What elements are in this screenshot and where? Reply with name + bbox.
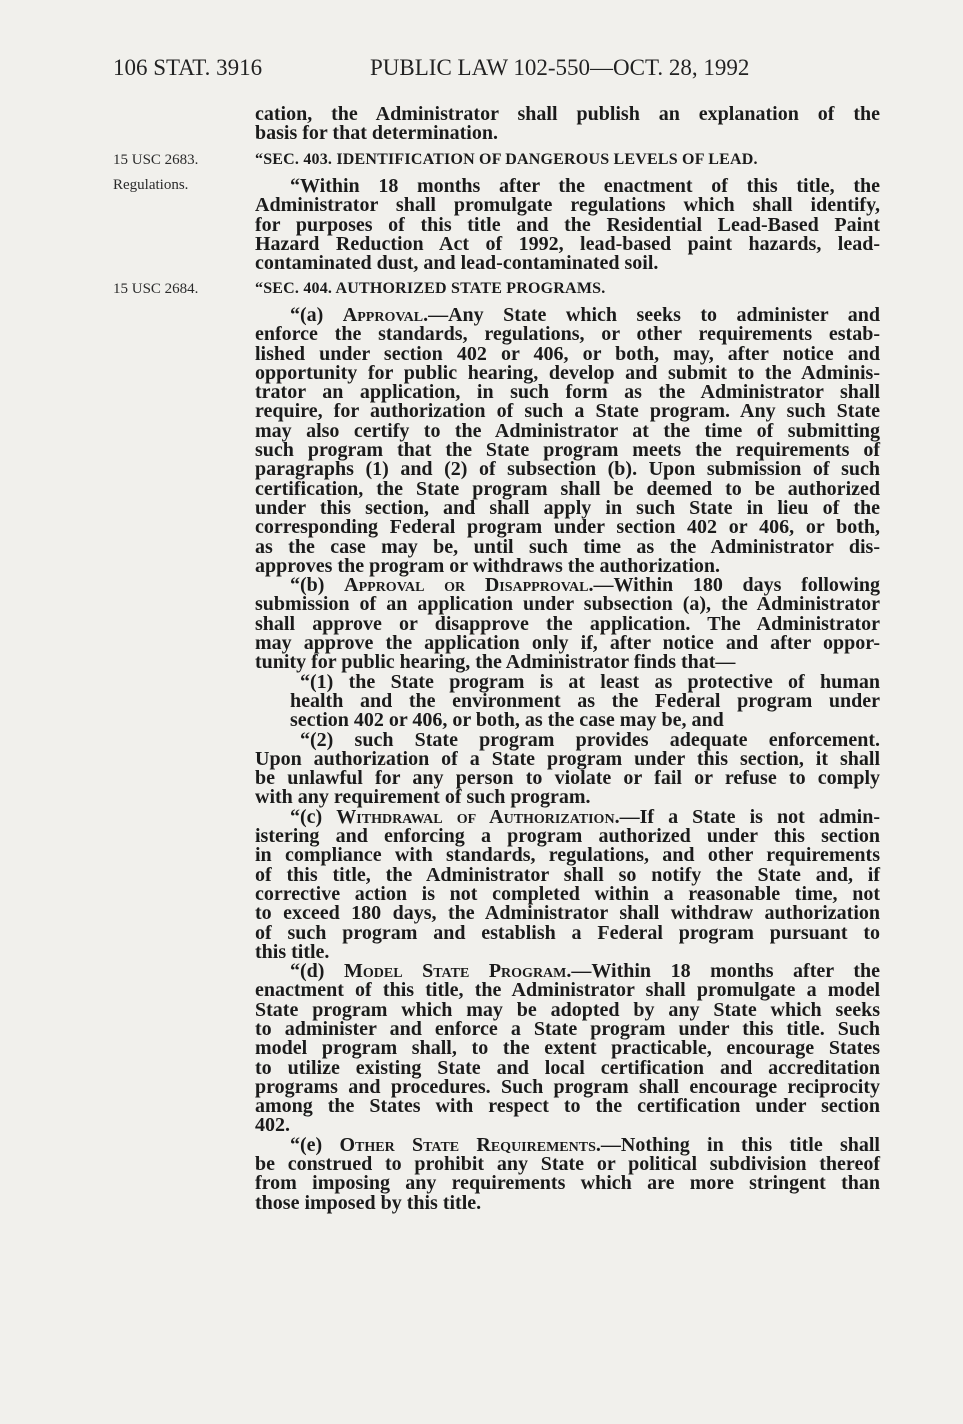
paragraph-line: for purposes of this title and the Residential Lead-Based Paint xyxy=(255,213,880,236)
paragraph-line: corresponding Federal program under section 402 or 406, or both, xyxy=(255,516,880,539)
paragraph-line: contaminated dust, and lead-contaminated soil. xyxy=(255,252,659,275)
paragraph-line: in compliance with standards, regulations, and other requirements xyxy=(255,844,880,867)
subsection-c-heading: Withdrawal of Authorization xyxy=(336,805,615,828)
paragraph-line: section 402 or 406, or both, as the case may be, and xyxy=(290,709,724,732)
subsection-d-text: .—Within 18 months after the xyxy=(566,960,880,983)
margin-note-usc-2684: 15 USC 2684. xyxy=(113,281,199,297)
paragraph-line: of such program and establish a Federal program pursuant to xyxy=(255,921,880,944)
paragraph-line: enforce the standards, regulations, or other requirements estab- xyxy=(255,323,880,346)
paragraph-line: of this title, the Administrator shall so notify the State and, if xyxy=(255,863,880,886)
paragraph-line: require, for authorization of such a State program. Any such State xyxy=(255,400,880,423)
subsection-b-item-1 xyxy=(255,670,880,732)
subsection-a-text: .—Any State which seeks to administer and xyxy=(423,304,881,326)
paragraph-line: be construed to prohibit any State or political subdivision thereof xyxy=(255,1153,880,1176)
subsection-e-heading: Other State Requirements xyxy=(339,1133,596,1156)
subsection-d-prefix: “(d) xyxy=(290,960,344,983)
section-403-heading: “SEC. 403. IDENTIFICATION OF DANGEROUS LEVELS OF LEAD. xyxy=(255,151,758,168)
paragraph-line: State program which may be adopted by any State which seeks xyxy=(255,998,880,1021)
subsection-e xyxy=(255,1133,880,1214)
paragraph-line: trator an application, in such form as the Administrator shall xyxy=(255,381,880,404)
paragraph-line: such program that the State program meets the requirements of xyxy=(255,439,880,462)
paragraph-line: corrective action is not completed within a reasonable time, not xyxy=(255,882,880,905)
page-header-title: PUBLIC LAW 102-550—OCT. 28, 1992 xyxy=(370,55,750,80)
page-header-stat: 106 STAT. 3916 xyxy=(113,55,263,80)
paragraph-line: lished under section 402 or 406, or both, may, after notice and xyxy=(255,342,880,365)
subsection-c-text: .—If a State is not admin- xyxy=(614,805,880,828)
subsection-d xyxy=(255,962,880,1136)
subsection-a-heading: Approval xyxy=(342,304,424,326)
paragraph-line: approves the program or withdraws the authorization. xyxy=(255,554,720,577)
subsection-b-heading: Approval or Disapproval xyxy=(344,574,589,597)
subsection-c xyxy=(255,805,880,963)
paragraph-line: health and the environment as the Federal program under xyxy=(290,689,880,712)
paragraph-line: cation, the Administrator shall publish an explanation of the xyxy=(255,103,880,125)
subsection-b xyxy=(255,576,880,808)
paragraph-line: “Within 18 months after the enactment of this title, the xyxy=(290,175,880,197)
paragraph-line: to administer and enforce a State program under this title. Such xyxy=(255,1017,880,1040)
paragraph-line: Hazard Reduction Act of 1992, lead-based paint hazards, lead- xyxy=(255,232,880,255)
subsection-c-prefix: “(c) xyxy=(290,805,337,828)
paragraph-line: may approve the application only if, after notice and after oppor- xyxy=(255,632,880,655)
subsection-e-text: .—Nothing in this title shall xyxy=(595,1133,880,1156)
paragraph-line: to exceed 180 days, the Administrator shall withdraw authorization xyxy=(255,902,880,925)
section-404-heading: “SEC. 404. AUTHORIZED STATE PROGRAMS. xyxy=(255,280,606,297)
paragraph-line: model program shall, to the extent practicable, encourage States xyxy=(255,1037,880,1060)
paragraph-line: programs and procedures. Such program shall encourage reciprocity xyxy=(255,1075,880,1098)
subsection-d-heading: Model State Program xyxy=(344,960,567,983)
paragraph-line: istering and enforcing a program authorized under this section xyxy=(255,825,880,848)
paragraph-line: opportunity for public hearing, develop and submit to the Adminis- xyxy=(255,361,880,384)
paragraph-line: certification, the State program shall be deemed to be authorized xyxy=(255,477,880,500)
paragraph-line: tunity for public hearing, the Administrator finds that— xyxy=(255,651,736,674)
paragraph-line: submission of an application under subsection (a), the Administrator xyxy=(255,593,880,616)
subsection-a-prefix: “(a) xyxy=(290,304,343,326)
paragraph-line: may also certify to the Administrator at the time of submitting xyxy=(255,419,880,442)
paragraph-line: to utilize existing State and local certification and accreditation xyxy=(255,1056,880,1079)
paragraph-line: enactment of this title, the Administrator shall promulgate a model xyxy=(255,979,880,1002)
paragraph-line: those imposed by this title. xyxy=(255,1191,482,1214)
paragraph-line: from imposing any requirements which are more stringent than xyxy=(255,1172,880,1195)
subsection-b-item-2: “(2) such State program provides adequate enforcement. xyxy=(300,728,880,751)
paragraph-line: “(1) the State program is at least as protective of human xyxy=(300,670,880,693)
paragraph-line: be unlawful for any person to violate or fail or refuse to comply xyxy=(255,767,880,790)
subsection-e-prefix: “(e) xyxy=(290,1133,340,1156)
paragraph-line: under this section, and shall apply in such State in lieu of the xyxy=(255,496,880,519)
paragraph-line: Upon authorization of a State program under this section, it shall xyxy=(255,747,880,770)
paragraph-line: this title. xyxy=(255,940,330,963)
paragraph-line: among the States with respect to the certification under section xyxy=(255,1095,880,1118)
paragraph-line: Administrator shall promulgate regulations which shall identify, xyxy=(255,194,880,217)
subsection-b-prefix: “(b) xyxy=(290,574,345,597)
section-404-body xyxy=(255,306,880,1213)
paragraph-line: basis for that determination. xyxy=(255,122,498,145)
section-403-body xyxy=(255,177,880,273)
subsection-b-text: .—Within 180 days following xyxy=(588,574,880,597)
margin-note-usc-2683: 15 USC 2683. xyxy=(113,152,199,168)
paragraph-line: with any requirement of such program. xyxy=(255,786,591,809)
paragraph-line: as the case may be, until such time as the Administrator dis- xyxy=(255,535,880,558)
margin-note-regulations: Regulations. xyxy=(113,177,189,193)
paragraph-line: paragraphs (1) and (2) of subsection (b). Upon submission of such xyxy=(255,458,880,481)
paragraph-line: 402. xyxy=(255,1114,290,1137)
continuation-paragraph xyxy=(255,105,880,144)
subsection-a xyxy=(255,306,880,576)
paragraph-line: shall approve or disapprove the application. The Administrator xyxy=(255,612,880,635)
